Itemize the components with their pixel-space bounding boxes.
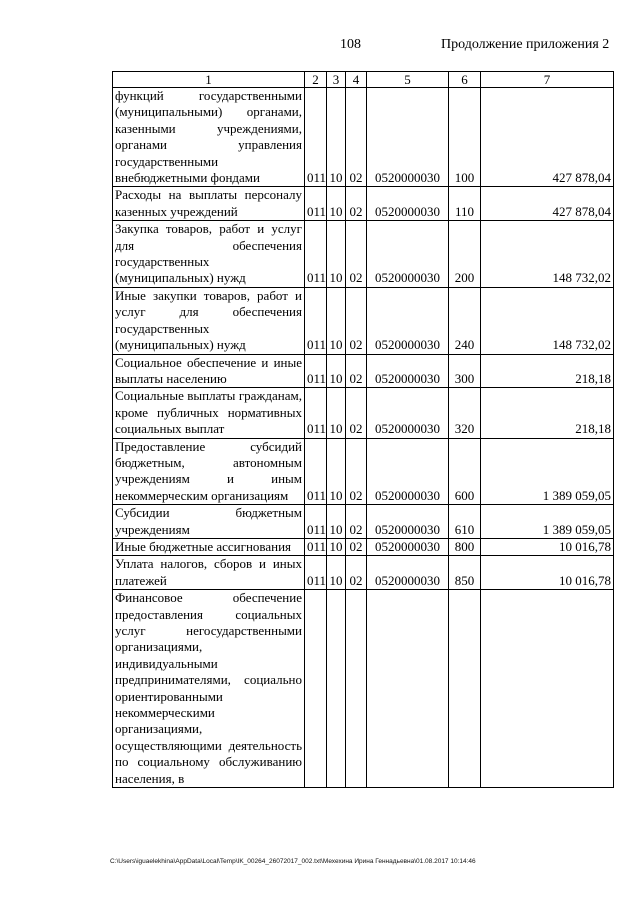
row-target-code: 0520000030 <box>367 438 449 505</box>
row-name: Закупка товаров, работ и услуг для обеспечения государственных (муниципальных) нужд <box>113 221 305 288</box>
row-subsection-code: 02 <box>346 221 367 288</box>
row-expense-type: 240 <box>449 287 481 354</box>
table-row <box>113 354 614 388</box>
row-expense-type: 300 <box>449 354 481 388</box>
row-ministry-code: 011 <box>305 354 327 388</box>
row-amount: 10 016,78 <box>481 556 614 590</box>
row-expense-type: 850 <box>449 556 481 590</box>
row-amount: 427 878,04 <box>481 88 614 187</box>
row-target-code <box>367 590 449 788</box>
row-target-code: 0520000030 <box>367 187 449 221</box>
row-name: Уплата налогов, сборов и иных платежей <box>113 556 305 590</box>
row-section-code: 10 <box>327 88 346 187</box>
row-section-code: 10 <box>327 187 346 221</box>
row-subsection-code: 02 <box>346 88 367 187</box>
column-header: 2 <box>305 72 327 88</box>
row-subsection-code: 02 <box>346 187 367 221</box>
row-target-code: 0520000030 <box>367 538 449 555</box>
row-ministry-code <box>305 590 327 788</box>
row-amount: 1 389 059,05 <box>481 505 614 539</box>
row-subsection-code: 02 <box>346 505 367 539</box>
row-subsection-code: 02 <box>346 556 367 590</box>
row-ministry-code: 011 <box>305 88 327 187</box>
row-ministry-code: 011 <box>305 438 327 505</box>
row-ministry-code: 011 <box>305 221 327 288</box>
row-name: Субсидии бюджетным учреждениям <box>113 505 305 539</box>
row-section-code: 10 <box>327 438 346 505</box>
row-target-code: 0520000030 <box>367 556 449 590</box>
continuation-label: Продолжение приложения 2 <box>441 37 610 52</box>
row-expense-type: 600 <box>449 438 481 505</box>
page-number: 108 <box>340 37 361 52</box>
table-row <box>113 88 614 187</box>
table-row <box>113 538 614 555</box>
row-subsection-code: 02 <box>346 388 367 438</box>
row-amount: 218,18 <box>481 388 614 438</box>
row-target-code: 0520000030 <box>367 388 449 438</box>
row-subsection-code: 02 <box>346 354 367 388</box>
table-header-row <box>113 72 614 88</box>
column-header: 3 <box>327 72 346 88</box>
row-ministry-code: 011 <box>305 505 327 539</box>
row-target-code: 0520000030 <box>367 287 449 354</box>
column-header: 4 <box>346 72 367 88</box>
row-amount: 148 732,02 <box>481 287 614 354</box>
row-section-code: 10 <box>327 505 346 539</box>
table-row <box>113 505 614 539</box>
column-header: 1 <box>113 72 305 88</box>
column-header: 7 <box>481 72 614 88</box>
row-subsection-code: 02 <box>346 287 367 354</box>
row-expense-type: 610 <box>449 505 481 539</box>
row-amount: 427 878,04 <box>481 187 614 221</box>
row-ministry-code: 011 <box>305 538 327 555</box>
row-section-code <box>327 590 346 788</box>
column-header: 6 <box>449 72 481 88</box>
row-section-code: 10 <box>327 221 346 288</box>
row-expense-type: 100 <box>449 88 481 187</box>
table-row <box>113 287 614 354</box>
row-name: Иные закупки товаров, работ и услуг для обеспечения государственных (муниципальных) нужд <box>113 287 305 354</box>
row-expense-type: 110 <box>449 187 481 221</box>
row-section-code: 10 <box>327 556 346 590</box>
row-name: Социальные выплаты гражданам, кроме публичных нормативных социальных выплат <box>113 388 305 438</box>
table-row <box>113 438 614 505</box>
row-ministry-code: 011 <box>305 388 327 438</box>
row-expense-type: 320 <box>449 388 481 438</box>
row-name: Иные бюджетные ассигнования <box>113 538 305 555</box>
row-ministry-code: 011 <box>305 187 327 221</box>
row-target-code: 0520000030 <box>367 221 449 288</box>
row-target-code: 0520000030 <box>367 505 449 539</box>
row-target-code: 0520000030 <box>367 88 449 187</box>
row-subsection-code <box>346 590 367 788</box>
row-name: Финансовое обеспечение предоставления социальных услуг негосударственными организациями, индивидуальными предпринимателями, социально ориентированными некоммерческими организациями, осуществляющими деятельность по социальному обслуживанию населения, в <box>113 590 305 788</box>
row-amount: 1 389 059,05 <box>481 438 614 505</box>
row-ministry-code: 011 <box>305 287 327 354</box>
row-name: Социальное обеспечение и иные выплаты населению <box>113 354 305 388</box>
row-target-code: 0520000030 <box>367 354 449 388</box>
footer-file-path: C:\Users\iguaelekhina\AppData\Local\Temp\IK_00264_26072017_002.txt\Мехехина Ирина Геннадьевна\01.08.2017 10:14:46 <box>110 858 476 865</box>
table-row <box>113 388 614 438</box>
row-ministry-code: 011 <box>305 556 327 590</box>
row-section-code: 10 <box>327 287 346 354</box>
row-section-code: 10 <box>327 538 346 555</box>
table-row <box>113 590 614 788</box>
row-section-code: 10 <box>327 388 346 438</box>
row-name: Расходы на выплаты персоналу казенных учреждений <box>113 187 305 221</box>
row-subsection-code: 02 <box>346 538 367 555</box>
column-header: 5 <box>367 72 449 88</box>
row-amount: 218,18 <box>481 354 614 388</box>
row-name: Предоставление субсидий бюджетным, автономным учреждениям и иным некоммерческим организациям <box>113 438 305 505</box>
row-amount <box>481 590 614 788</box>
budget-table <box>112 71 614 788</box>
row-amount: 10 016,78 <box>481 538 614 555</box>
row-amount: 148 732,02 <box>481 221 614 288</box>
table-row <box>113 221 614 288</box>
row-expense-type: 200 <box>449 221 481 288</box>
row-section-code: 10 <box>327 354 346 388</box>
table-row <box>113 187 614 221</box>
row-expense-type <box>449 590 481 788</box>
row-subsection-code: 02 <box>346 438 367 505</box>
row-name: функций государственными (муниципальными) органами, казенными учреждениями, органами управления государственными внебюджетными фондами <box>113 88 305 187</box>
table-row <box>113 556 614 590</box>
row-expense-type: 800 <box>449 538 481 555</box>
